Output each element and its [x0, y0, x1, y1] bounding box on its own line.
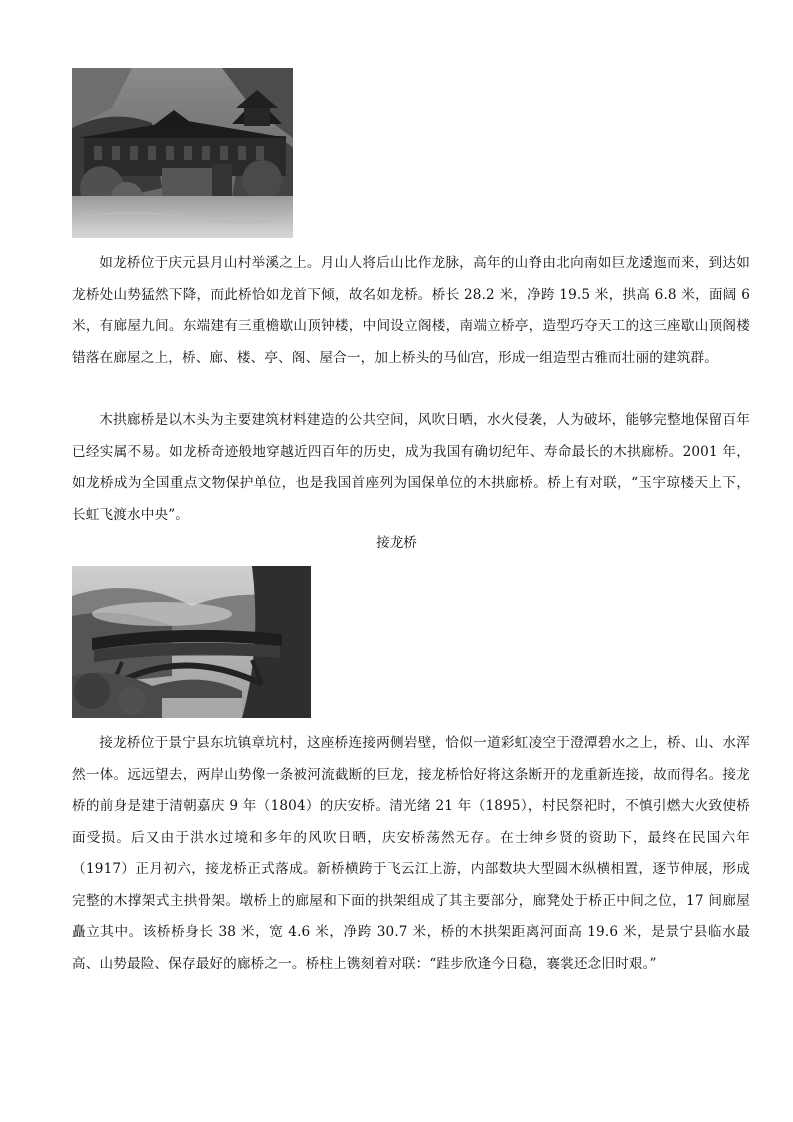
- section-title: 接龙桥: [376, 535, 417, 551]
- paragraph: 接龙桥位于景宁县东坑镇章坑村，这座桥连接两侧岩壁，恰似一道彩虹凌空于澄潭碧水之上，桥、山、水浑然一体。远远望去，两岸山势像一条被河流截断的巨龙，接龙桥恰好将这条断开的龙重新连接，故而得名。接龙桥的前身是建于清朝嘉庆 9 年（1804）的庆安桥。清光绪 21 年（1895），村民祭祀时，不慎引燃大火致使桥面受损。后又由于洪水过境和多年的风吹日晒，庆安桥荡然无存。在士绅乡贤的资助下，最终在民国六年（1917）正月初六，接龙桥正式落成。新桥横跨于飞云江上游，内部数块大型圆木纵横相置，逐节伸展，形成完整的木撑架式主拱骨架。墩桥上的廊屋和下面的拱架组成了其主要部分，廊凳处于桥正中间之位，17 间廊屋矗立其中。该桥桥身长 38 米，宽 4.6 米，净跨 30.7 米，桥的木拱架距离河面高 19.6 米，是景宁县临水最高、山势最险、保存最好的廊桥之一。桥柱上镌刻着对联：“跬步欣逢今日稳，褰裳还念旧时艰。”: [72, 735, 750, 972]
- paragraph: 如龙桥位于庆元县月山村举溪之上。月山人将后山比作龙脉，高年的山脊由北向南如巨龙逶迤而来，到达如龙桥处山势猛然下降，而此桥恰如龙首下倾，故名如龙桥。桥长 28.2 米，净跨 19.5 米，拱高 6.8 米，面阔 6 米，有廊屋九间。东端建有三重檐歇山顶钟楼，中间设立阁楼，南端立桥亭，造型巧夺天工的这三座歇山顶阁楼错落在廊屋之上，桥、廊、楼、亭、阁、屋合一，加上桥头的马仙宫，形成一组造型古雅而壮丽的建筑群。: [72, 255, 750, 366]
- jielong-bridge-photo: [72, 566, 311, 718]
- rulong-bridge-photo: [72, 68, 293, 238]
- paragraph: 木拱廊桥是以木头为主要建筑材料建造的公共空间，风吹日晒，水火侵袭，人为破坏，能够完整地保留百年已经实属不易。如龙桥奇迹般地穿越近四百年的历史，成为我国有确切纪年、寿命最长的木拱廊桥。2001 年，如龙桥成为全国重点文物保护单位，也是我国首座列为国保单位的木拱廊桥。桥上有对联，“玉宇琼楼天上下，长虹飞渡水中央”。: [72, 412, 750, 523]
